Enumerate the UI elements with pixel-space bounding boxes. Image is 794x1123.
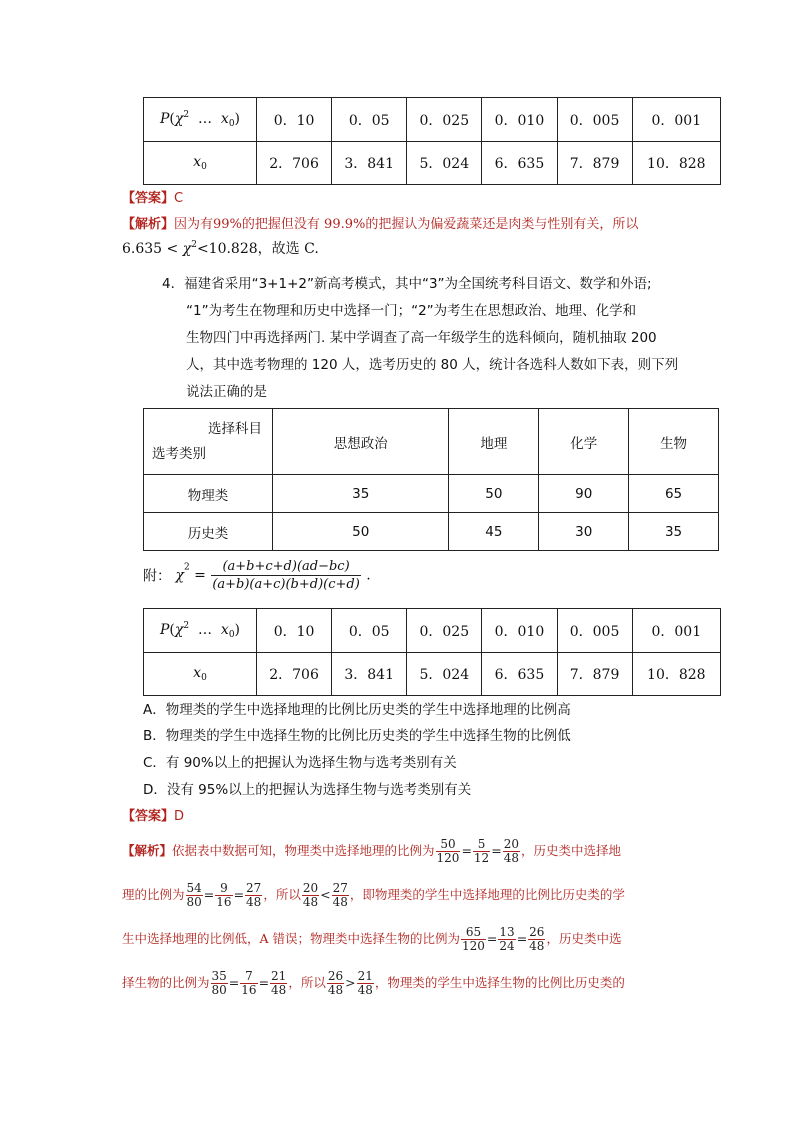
fraction — [357, 970, 374, 997]
table-cell: 0．025 — [407, 609, 482, 653]
fraction — [270, 970, 287, 997]
analysis-text: ，所以 — [288, 975, 326, 990]
denominator: 48 — [503, 851, 519, 865]
denominator: 120 — [462, 939, 485, 953]
question-4-line-2: “1”为考生在物理和历史中选择一门；“2”为考生在思想政治、地理、化学和 — [186, 303, 637, 319]
table-cell: 90 — [539, 475, 629, 513]
column-header: 思想政治 — [273, 409, 449, 475]
chi-square-formula: 附： $\chi^2$ = $\frac{(a+b+c+d)(ad-bc)}{(a+b)(a+c)(b+d)(c+d)}$ . — [143, 559, 371, 592]
fraction — [245, 882, 262, 909]
table-cell: 45 — [449, 513, 539, 551]
row-label: 物理类 — [144, 475, 273, 513]
table-cell: 0．025 — [407, 98, 482, 142]
answer-value: D — [174, 809, 185, 824]
denominator: 12 — [473, 851, 490, 865]
formula-denominator: (a+b)(a+c)(b+d)(c+d) — [212, 577, 360, 592]
fraction — [528, 926, 545, 953]
analysis-2-line-4: 择生物的比例为 $\frac{35}{80}$ = $\frac{7}{16}$ = $\frac{21}{48}$ ，所以 $\frac{26}{48}$ > $\frac{21}{48}$ ，物理类的学生中选择生物的比例比历史类的 — [122, 969, 625, 997]
subject-selection-table — [143, 408, 719, 551]
table-cell: 10．828 — [632, 653, 720, 696]
table-cell: 10．828 — [632, 142, 720, 185]
corner-bottom-label: 选考类别 — [152, 446, 206, 462]
numerator: 20 — [302, 881, 319, 895]
x0-label: $x_0$ — [144, 653, 257, 696]
table-cell: 0．10 — [257, 98, 332, 142]
numerator: 54 — [186, 881, 202, 895]
answer-value: C — [174, 191, 184, 206]
numerator: 13 — [499, 925, 515, 939]
numerator: 26 — [327, 969, 344, 983]
table-cell: 6．635 — [482, 653, 557, 696]
conclusion-text: ，故选 C. — [257, 241, 319, 257]
answer-label: 【答案】 — [122, 191, 175, 206]
numerator: 50 — [436, 838, 461, 852]
analysis-1-line-1 — [122, 213, 638, 232]
question-4-line-1: 4．福建省采用“3+1+2”新高考模式，其中“3”为全国统考科目语文、数学和外语; — [162, 276, 652, 292]
table-cell: 0．001 — [632, 98, 720, 142]
denominator: 48 — [332, 895, 348, 909]
fraction — [498, 926, 515, 953]
inequality-right: <10.828 — [196, 241, 258, 257]
analysis-text: 依据表中数据可知，物理类中选择地理的比例为 — [172, 843, 435, 858]
analysis-2-line-2: 理的比例为 $\frac{54}{80}$ = $\frac{9}{16}$ = $\frac{27}{48}$ ，所以 $\frac{20}{48}$ < $\frac{27}{48}$ ，即物理类的学生中选择地理的比例比历史类的学 — [122, 881, 625, 909]
option-b: B．物理类的学生中选择生物的比例比历史类的学生中选择生物的比例低 — [143, 728, 571, 744]
table-cell: 35 — [273, 475, 449, 513]
p-chi-square-header: $P(\chi^2$ … $x_0$) — [144, 98, 257, 142]
denominator: 80 — [186, 895, 202, 909]
table-cell: 0．010 — [482, 609, 557, 653]
denominator: 48 — [271, 983, 287, 997]
numerator: 27 — [246, 881, 262, 895]
fraction — [186, 882, 203, 909]
denominator: 16 — [241, 983, 257, 997]
table-cell: 35 — [629, 513, 719, 551]
numerator: 26 — [529, 925, 545, 939]
table-cell: 50 — [273, 513, 449, 551]
option-d: D．没有 95%以上的把握认为选择生物与选考类别有关 — [143, 782, 472, 798]
numerator: 65 — [461, 926, 486, 940]
table-cell: 0．010 — [482, 98, 557, 142]
row-label: 历史类 — [144, 513, 273, 551]
denominator: 16 — [216, 895, 232, 909]
fraction — [240, 970, 257, 997]
critical-value-table-bottom — [143, 608, 721, 696]
table-cell: 6．635 — [482, 142, 557, 185]
denominator: 48 — [302, 895, 319, 909]
numerator: 7 — [240, 970, 257, 984]
answer-2 — [122, 805, 184, 824]
table-cell: 2．706 — [257, 653, 332, 696]
table-cell: 3．841 — [332, 142, 407, 185]
table-cell: 5．024 — [407, 653, 482, 696]
table-cell: 0．005 — [557, 609, 632, 653]
question-4-line-5: 说法正确的是 — [186, 384, 267, 400]
denominator: 48 — [529, 939, 545, 953]
numerator: 5 — [473, 838, 490, 852]
answer-label: 【答案】 — [122, 809, 175, 824]
denominator: 24 — [499, 939, 515, 953]
table-cell: 30 — [539, 513, 629, 551]
corner-top-label: 选择科目 — [208, 421, 262, 437]
fraction — [473, 838, 490, 865]
denominator: 80 — [211, 983, 227, 997]
denominator: 48 — [357, 983, 373, 997]
analysis-2-line-1: 【解析】依据表中数据可知，物理类中选择地理的比例为 $\frac{50}{120}$ = $\frac{5}{12}$ = $\frac{20}{48}$ ，历史类中选择地 — [122, 837, 621, 865]
analysis-text: ，历史类中选择地 — [520, 843, 621, 858]
table-cell: 0．10 — [257, 609, 332, 653]
analysis-text: 因为有99%的把握但没有 99.9%的把握认为偏爱蔬菜还是肉类与性别有关，所以 — [174, 217, 639, 232]
column-header: 化学 — [539, 409, 629, 475]
table-cell: 0．05 — [332, 98, 407, 142]
fraction — [302, 882, 319, 909]
analysis-text: ，历史类中选 — [546, 931, 622, 946]
denominator: 48 — [327, 983, 344, 997]
fraction — [327, 970, 344, 997]
numerator: 21 — [357, 969, 373, 983]
p-chi-square-header: $P(\chi^2$ … $x_0$) — [144, 609, 257, 653]
critical-value-table-top — [143, 97, 721, 185]
fraction — [211, 970, 228, 997]
analysis-text: ，所以 — [263, 887, 301, 902]
numerator: 21 — [271, 969, 287, 983]
fraction — [436, 838, 461, 865]
option-a: A．物理类的学生中选择地理的比例比历史类的学生中选择地理的比例高 — [143, 702, 571, 718]
analysis-2-line-3: 生中选择地理的比例低，A 错误；物理类中选择生物的比例为 $\frac{65}{120}$ = $\frac{13}{24}$ = $\frac{26}{48}$ ，历史类中选 — [122, 925, 622, 953]
fraction — [503, 838, 520, 865]
numerator: 20 — [503, 837, 519, 851]
numerator: 9 — [215, 882, 232, 896]
analysis-text: 生中选择地理的比例低，A 错误；物理类中选择生物的比例为 — [122, 931, 461, 946]
analysis-label: 【解析】 — [122, 217, 175, 232]
option-c: C．有 90%以上的把握认为选择生物与选考类别有关 — [143, 755, 457, 771]
table-cell: 5．024 — [407, 142, 482, 185]
analysis-label: 【解析】 — [122, 843, 173, 858]
denominator: 48 — [246, 895, 262, 909]
x0-label: $x_0$ — [144, 142, 257, 185]
denominator: 120 — [436, 851, 460, 865]
analysis-text: 择生物的比例为 — [122, 975, 210, 990]
inequality-left: 6.635 < — [122, 241, 179, 257]
table-cell: 3．841 — [332, 653, 407, 696]
fraction — [461, 926, 486, 953]
analysis-text: 理的比例为 — [122, 887, 185, 902]
answer-1 — [122, 187, 183, 206]
formula-fraction — [211, 558, 361, 593]
numerator: 27 — [332, 881, 348, 895]
formula-numerator: (a+b+c+d)(ad−bc) — [211, 558, 361, 576]
analysis-1-line-2: $6.635 < \chi^2<10.828$，故选 C. — [122, 240, 319, 257]
table-cell: 0．001 — [632, 609, 720, 653]
column-header: 地理 — [449, 409, 539, 475]
question-4-line-3: 生物四门中再选择两门. 某中学调查了高一年级学生的选科倾向，随机抽取 200 — [186, 330, 657, 346]
table-cell: 50 — [449, 475, 539, 513]
table-cell: 2．706 — [257, 142, 332, 185]
table-cell: 0．05 — [332, 609, 407, 653]
column-header: 生物 — [629, 409, 719, 475]
formula-suffix: . — [366, 567, 371, 584]
table-corner-cell — [144, 409, 273, 475]
numerator: 35 — [211, 969, 227, 983]
table-cell: 65 — [629, 475, 719, 513]
analysis-text: ，即物理类的学生中选择地理的比例比历史类的学 — [349, 887, 625, 902]
question-4-line-4: 人，其中选考物理的 120 人，选考历史的 80 人，统计各选科人数如下表，则下列 — [186, 357, 679, 373]
fraction — [215, 882, 232, 909]
analysis-text: ，物理类的学生中选择生物的比例比历史类的 — [374, 975, 625, 990]
table-cell: 7．879 — [557, 653, 632, 696]
table-cell: 7．879 — [557, 142, 632, 185]
formula-prefix: 附： — [143, 568, 171, 585]
fraction — [332, 882, 349, 909]
table-cell: 0．005 — [557, 98, 632, 142]
